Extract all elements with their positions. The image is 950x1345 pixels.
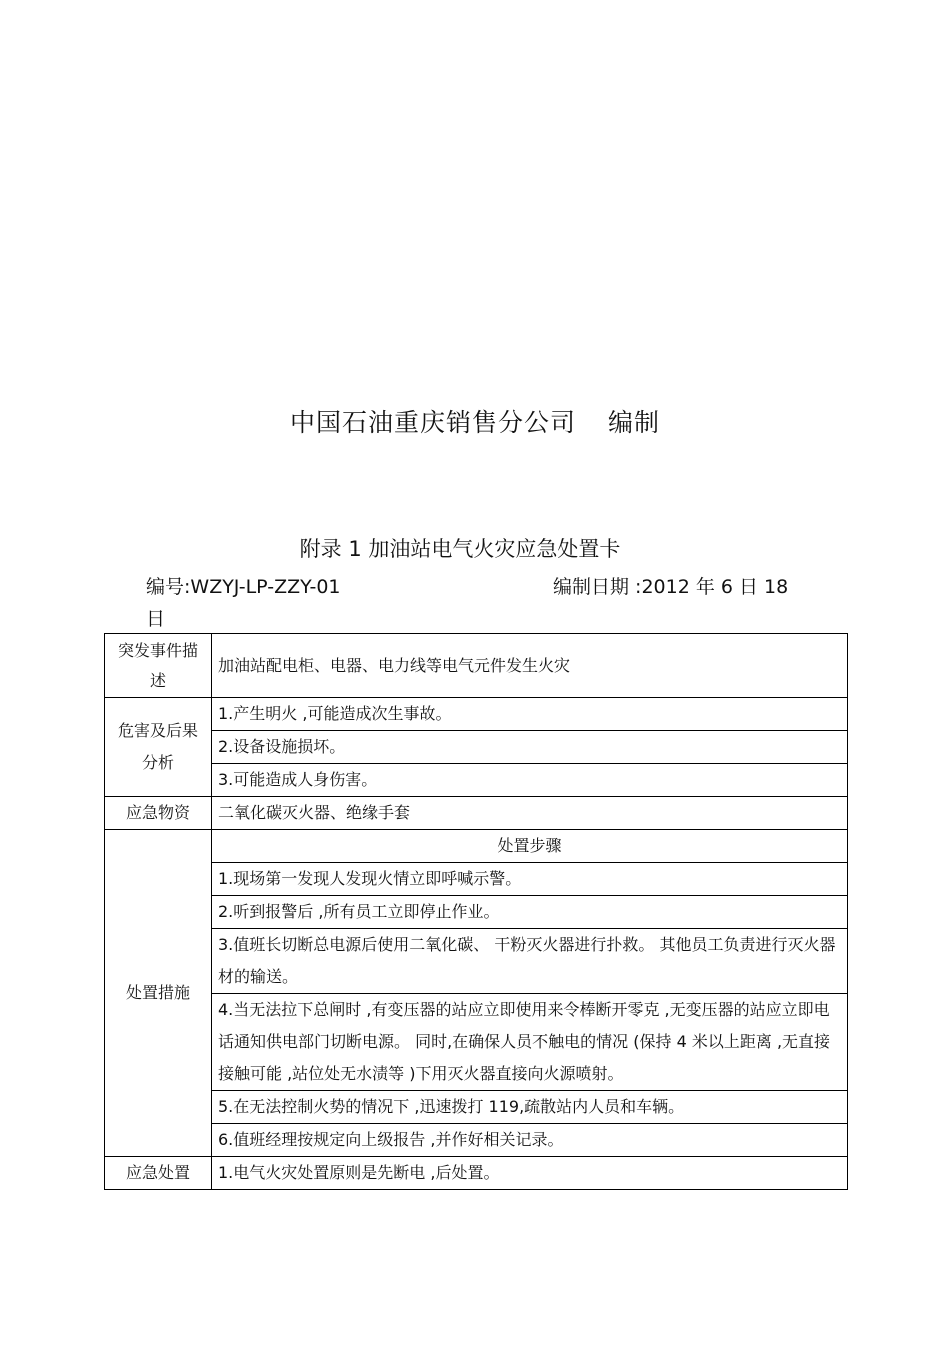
table-row (105, 797, 848, 830)
steps-header: 处置步骤 (212, 830, 848, 863)
table-row (105, 1157, 848, 1190)
document-date: 编制日期 :2012 年 6 日 18 (553, 576, 789, 598)
event-label: 突发事件描述 (105, 634, 212, 698)
table-row (105, 863, 848, 896)
table-row (105, 929, 848, 994)
step-item: 4.当无法拉下总闸时 ,有变压器的站应立即使用来令棒断开零克 ,无变压器的站应立即电话通知供电部门切断电源。 同时,在确保人员不触电的情况 (保持 4 米以上距离 ,无直接接触可能 ,站位处无水渍等 )下用灭火器直接向火源喷射。 (212, 994, 848, 1091)
supplies-label: 应急物资 (105, 797, 212, 830)
emergency-card-table (104, 633, 848, 1190)
table-row (105, 896, 848, 929)
table-row (105, 994, 848, 1091)
hazard-label: 危害及后果分析 (105, 698, 212, 797)
table-row (105, 698, 848, 731)
document-code: 编号:WZYJ-LP-ZZY-01 (146, 576, 341, 598)
step-item: 3.值班长切断总电源后使用二氧化碳、 干粉灭火器进行扑救。 其他员工负责进行灭火器材的输送。 (212, 929, 848, 994)
step-item: 6.值班经理按规定向上级报告 ,并作好相关记录。 (212, 1124, 848, 1157)
document-date-tail: 日 (146, 608, 166, 630)
step-item: 5.在无法控制火势的情况下 ,迅速拨打 119,疏散站内人员和车辆。 (212, 1091, 848, 1124)
table-row (105, 1124, 848, 1157)
notes-label: 应急处置 (105, 1157, 212, 1190)
hazard-item: 1.产生明火 ,可能造成次生事故。 (212, 698, 848, 731)
event-text: 加油站配电柜、电器、电力线等电气元件发生火灾 (212, 634, 848, 698)
hazard-item: 3.可能造成人身伤害。 (212, 764, 848, 797)
compiled-label: 编制 (608, 408, 661, 437)
supplies-text: 二氧化碳灭火器、绝缘手套 (212, 797, 848, 830)
step-item: 2.听到报警后 ,所有员工立即停止作业。 (212, 896, 848, 929)
step-item: 1.现场第一发现人发现火情立即呼喊示警。 (212, 863, 848, 896)
table-row (105, 731, 848, 764)
table-row (105, 634, 848, 698)
note-item: 1.电气火灾处置原则是先断电 ,后处置。 (212, 1157, 848, 1190)
measures-label: 处置措施 (105, 830, 212, 1157)
company-heading (0, 403, 950, 439)
table-row (105, 764, 848, 797)
table-row (105, 830, 848, 863)
table-row (105, 1091, 848, 1124)
hazard-item: 2.设备设施损坏。 (212, 731, 848, 764)
company-name: 中国石油重庆销售分公司 (289, 408, 576, 437)
document-title: 附录 1 加油站电气火灾应急处置卡 (299, 537, 621, 561)
